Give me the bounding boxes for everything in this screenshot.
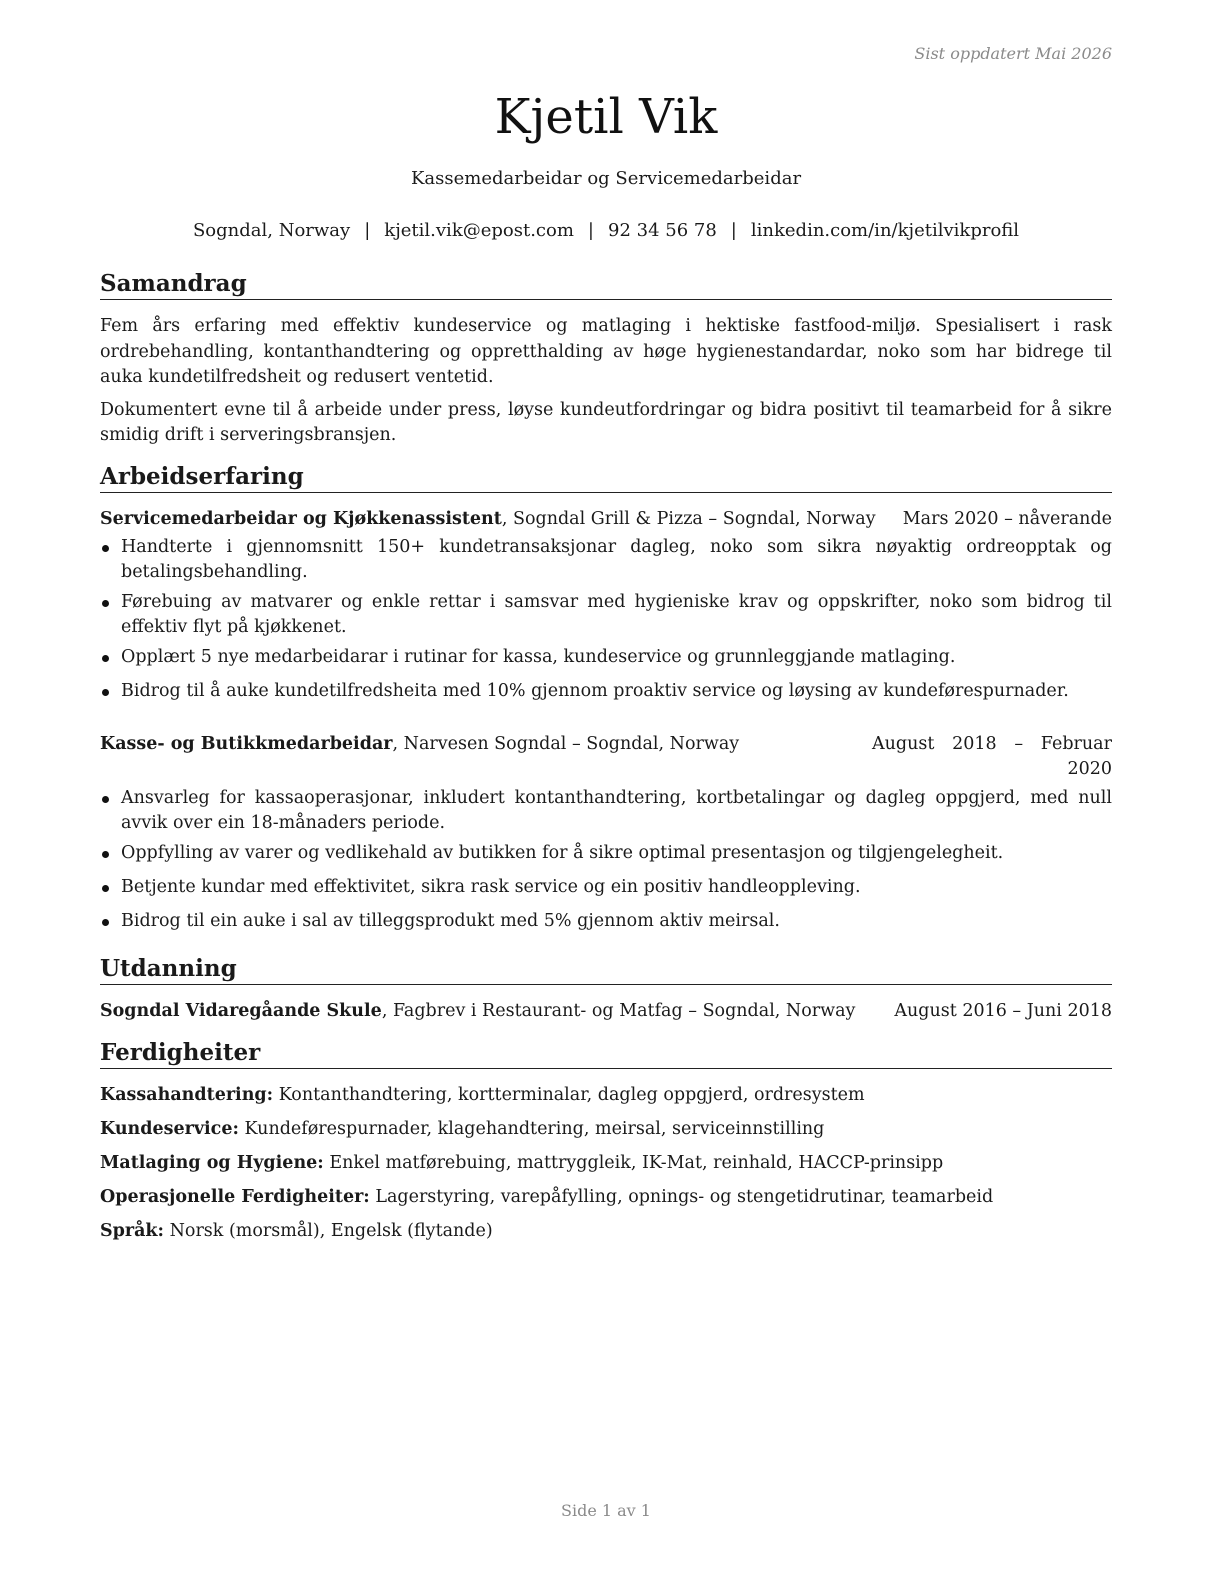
contact-separator: |	[364, 220, 371, 241]
list-item: Førebuing av matvarer og enkle rettar i samsvar med hygieniske krav og oppskrifter, noko som bidrog til effektiv flyt på kjøkkenet.	[100, 590, 1112, 640]
bullet-icon	[102, 600, 109, 607]
summary-paragraph: Fem års erfaring med effektiv kundeservice og matlaging i hektiske fastfood-miljø. Spesialisert i rask ordrebehandling, kontanthandtering og oppretthalding av høge hygienestandardar, noko som har bidrege til auka kundetilfredsheit og redusert ventetid.	[100, 316, 1112, 387]
skill-value: Norsk (morsmål), Engelsk (flytande)	[164, 1221, 493, 1241]
resume-page	[100, 0, 1112, 1584]
job-role: Servicemedarbeidar og Kjøkkenassistent	[100, 509, 502, 529]
bullet-icon	[102, 885, 109, 892]
education-school: Sogndal Vidaregåande Skule	[100, 1001, 382, 1021]
skill-value: Kundeførespurnader, klagehandtering, meirsal, serviceinnstilling	[238, 1119, 825, 1139]
skill-row	[100, 1083, 1112, 1108]
skill-label: Kassahandtering:	[100, 1085, 274, 1105]
list-item: Bidrog til ein auke i sal av tilleggsprodukt med 5% gjennom aktiv meirsal.	[100, 909, 1112, 934]
experience-section	[100, 463, 1112, 934]
job-bullets	[100, 786, 1112, 934]
list-item: Bidrog til å auke kundetilfredsheita med 10% gjennom proaktiv service og løysing av kundeførespurnader.	[100, 679, 1112, 704]
job-dates: August 2018 – Februar 2020	[872, 734, 1112, 779]
summary-section	[100, 270, 1112, 449]
skill-label: Kundeservice:	[100, 1119, 239, 1139]
job-org: , Sogndal Grill & Pizza – Sogndal, Norway	[501, 509, 876, 529]
education-dates: August 2016 – Juni 2018	[894, 1001, 1112, 1021]
bullet-icon	[102, 919, 109, 926]
job-header	[100, 732, 1112, 782]
job-header	[100, 507, 1112, 532]
headline: Kassemedarbeidar og Servicemedarbeidar	[410, 168, 802, 189]
education-line	[100, 999, 855, 1024]
skill-label: Matlaging og Hygiene:	[100, 1153, 324, 1173]
education-entry	[100, 999, 1112, 1024]
job-title-line	[100, 732, 739, 757]
last-updated: Sist oppdatert Mai 2026	[914, 44, 1112, 63]
contact-location: Sogndal, Norway	[192, 220, 351, 241]
list-item: Opplært 5 nye medarbeidarar i rutinar for kassa, kundeservice og grunnleggjande matlaging.	[100, 645, 1112, 670]
summary-paragraph: Dokumentert evne til å arbeide under press, løyse kundeutfordringar og bidra positivt til teamarbeid for å sikre smidig drift i serveringsbransjen.	[100, 399, 1112, 445]
job-dates: Mars 2020 – nåverande	[902, 509, 1112, 529]
experience-title: Arbeidserfaring	[100, 463, 1112, 493]
job-title-line	[100, 507, 876, 532]
contact-line	[100, 220, 1112, 242]
skill-row	[100, 1151, 1112, 1176]
page-number: Side 1 av 1	[561, 1501, 651, 1520]
skill-value: Kontanthandtering, kortterminalar, dagleg oppgjerd, ordresystem	[273, 1085, 865, 1105]
bullet-icon	[102, 851, 109, 858]
list-item: Handterte i gjennomsnitt 150+ kundetransaksjonar dagleg, noko som sikra nøyaktig ordreopptak og betalingsbehandling.	[100, 535, 1112, 585]
bullet-icon	[102, 545, 109, 552]
contact-linkedin[interactable]: linkedin.com/in/kjetilvikprofil	[750, 220, 1020, 241]
bullet-icon	[102, 655, 109, 662]
skill-row	[100, 1117, 1112, 1142]
education-title: Utdanning	[100, 955, 1112, 985]
skill-row	[100, 1219, 1112, 1244]
list-item: Betjente kundar med effektivitet, sikra rask service og ein positiv handleoppleving.	[100, 875, 1112, 900]
job-org: , Narvesen Sogndal – Sogndal, Norway	[392, 734, 740, 754]
bullet-icon	[102, 796, 109, 803]
person-name: Kjetil Vik	[494, 89, 718, 145]
skills-title: Ferdigheiter	[100, 1039, 1112, 1069]
contact-separator: |	[730, 220, 737, 241]
skill-label: Språk:	[100, 1221, 165, 1241]
summary-title: Samandrag	[100, 270, 1112, 300]
skill-value: Enkel matførebuing, mattryggleik, IK-Mat, reinhald, HACCP-prinsipp	[323, 1153, 944, 1173]
skill-label: Operasjonelle Ferdigheiter:	[100, 1187, 370, 1207]
skill-value: Lagerstyring, varepåfylling, opnings- og stengetidrutinar, teamarbeid	[369, 1187, 994, 1207]
education-section	[100, 955, 1112, 1024]
list-item: Ansvarleg for kassaoperasjonar, inkludert kontanthandtering, kortbetalingar og dagleg oppgjerd, med null avvik over ein 18-månaders periode.	[100, 786, 1112, 836]
education-detail: , Fagbrev i Restaurant- og Matfag – Sogndal, Norway	[381, 1001, 856, 1021]
job-role: Kasse- og Butikkmedarbeidar	[100, 734, 393, 754]
contact-separator: |	[587, 220, 594, 241]
skills-section	[100, 1039, 1112, 1244]
contact-email[interactable]: kjetil.vik@epost.com	[384, 220, 574, 241]
skill-row	[100, 1185, 1112, 1210]
list-item: Oppfylling av varer og vedlikehald av butikken for å sikre optimal presentasjon og tilgjengelegheit.	[100, 841, 1112, 866]
bullet-icon	[102, 689, 109, 696]
contact-phone[interactable]: 92 34 56 78	[608, 220, 717, 241]
job-bullets	[100, 535, 1112, 704]
